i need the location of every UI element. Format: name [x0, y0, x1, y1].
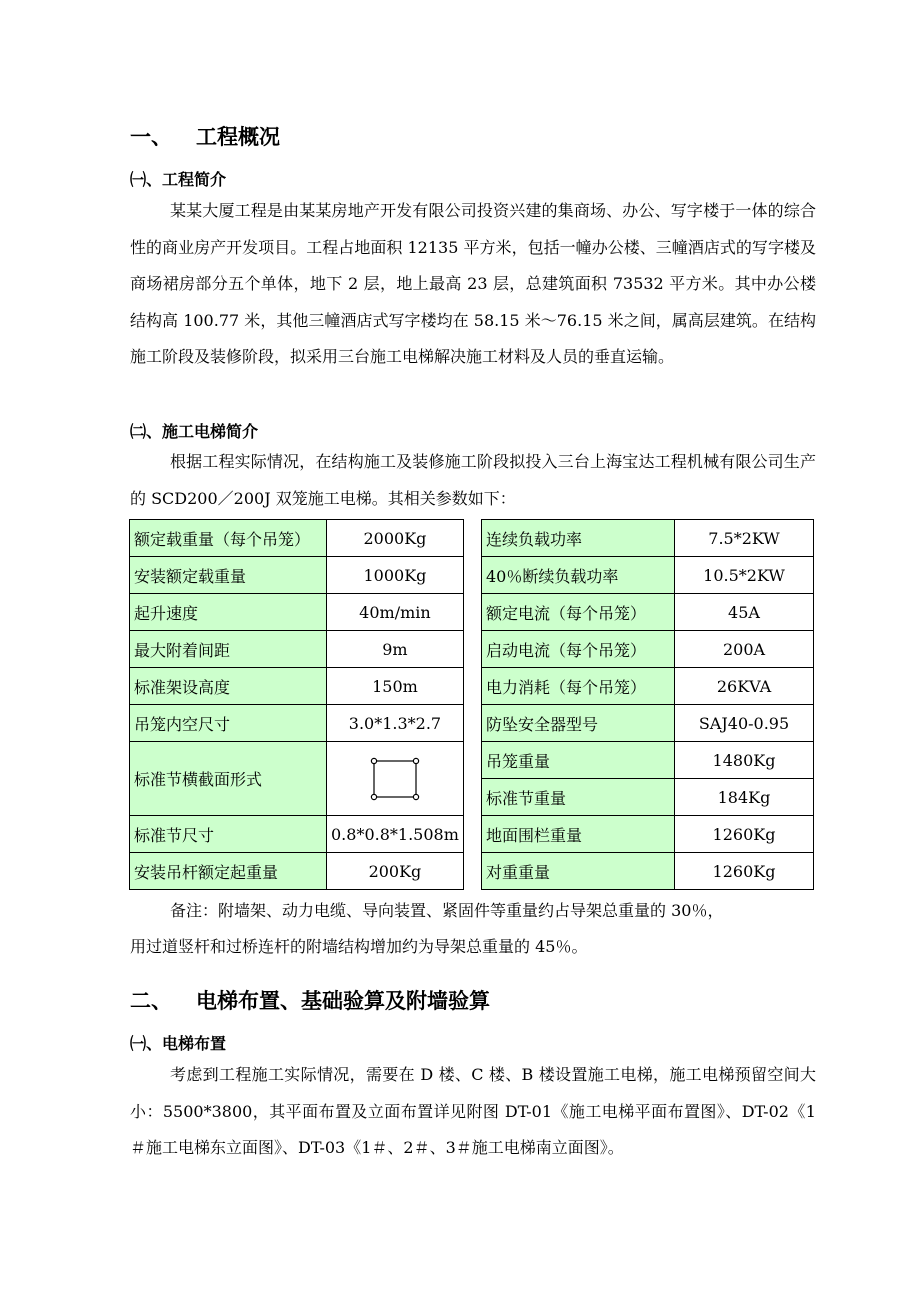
table-row — [482, 594, 814, 631]
param-label: 最大附着间距 — [130, 631, 327, 668]
param-label: 标准节尺寸 — [130, 816, 327, 853]
table-row — [482, 742, 814, 779]
elevator-layout-paragraph: 考虑到工程施工实际情况，需要在 D 楼、C 楼、B 楼设置施工电梯，施工电梯预留空间大小：5500*3800，其平面布置及立面布置详见附图 DT-01《施工电梯平面布置图》、DT-02《1＃施工电梯东立面图》、DT-03《1＃、2＃、3＃施工电梯南立面图》。 — [130, 1065, 816, 1158]
param-value: 200Kg — [327, 853, 464, 890]
table-row — [130, 520, 464, 557]
param-label: 电力消耗（每个吊笼） — [482, 668, 675, 705]
param-value: 1260Kg — [675, 816, 814, 853]
section-2-heading — [130, 985, 490, 1015]
param-value: 1260Kg — [675, 853, 814, 890]
section-1-title: 工程概况 — [196, 125, 280, 149]
param-value: 2000Kg — [327, 520, 464, 557]
section-1-number: 一、 — [130, 125, 172, 149]
remarks-line-1: 备注：附墙架、动力电缆、导向装置、紧固件等重量约占导架总重量的 30％， — [170, 901, 724, 920]
param-value: 10.5*2KW — [675, 557, 814, 594]
param-label: 额定电流（每个吊笼） — [482, 594, 675, 631]
param-label: 40％断续负载功率 — [482, 557, 675, 594]
cross-section-cell — [327, 742, 464, 816]
param-value: 1000Kg — [327, 557, 464, 594]
table-row — [130, 742, 464, 816]
param-label: 额定载重量（每个吊笼） — [130, 520, 327, 557]
elevator-intro-paragraph: 根据工程实际情况，在结构施工及装修施工阶段拟投入三台上海宝达工程机械有限公司生产的 SCD200／200J 双笼施工电梯。其相关参数如下： — [130, 452, 816, 508]
table-row — [130, 557, 464, 594]
param-value: 45A — [675, 594, 814, 631]
param-label: 吊笼内空尺寸 — [130, 705, 327, 742]
param-label: 标准节横截面形式 — [130, 742, 327, 816]
param-value: 184Kg — [675, 779, 814, 816]
table-row — [482, 668, 814, 705]
param-label: 安装额定载重量 — [130, 557, 327, 594]
section-1-heading — [130, 121, 280, 151]
param-value: 150m — [327, 668, 464, 705]
param-label: 安装吊杆额定起重量 — [130, 853, 327, 890]
param-label: 连续负载功率 — [482, 520, 675, 557]
table-row — [482, 705, 814, 742]
remarks-line-2: 用过道竖杆和过桥连杆的附墙结构增加约为导架总重量的 45％。 — [130, 937, 588, 956]
section-2-title: 电梯布置、基础验算及附墙验算 — [196, 989, 490, 1013]
param-label: 吊笼重量 — [482, 742, 675, 779]
subsection-1-1-heading: ㈠、工程简介 — [130, 170, 227, 189]
table-row — [482, 779, 814, 816]
param-label: 防坠安全器型号 — [482, 705, 675, 742]
param-label: 起升速度 — [130, 594, 327, 631]
table-row — [482, 853, 814, 890]
param-value: 1480Kg — [675, 742, 814, 779]
table-row — [130, 705, 464, 742]
param-value: 40m/min — [327, 594, 464, 631]
param-value: 7.5*2KW — [675, 520, 814, 557]
project-intro-paragraph: 某某大厦工程是由某某房地产开发有限公司投资兴建的集商场、办公、写字楼于一体的综合性的商业房产开发项目。工程占地面积 12135 平方米，包括一幢办公楼、三幢酒店式的写字楼及商场裙房部分五个单体，地下 2 层，地上最高 23 层，总建筑面积 73532 平方米。其中办公楼结构高 100.77 米，其他三幢酒店式写字楼均在 58.15 米～76.15 米之间，属高层建筑。在结构施工阶段及装修阶段，拟采用三台施工电梯解决施工材料及人员的垂直运输。 — [130, 201, 816, 367]
param-label: 启动电流（每个吊笼） — [482, 631, 675, 668]
params-table-left — [129, 519, 464, 890]
table-row — [130, 631, 464, 668]
param-value: 9m — [327, 631, 464, 668]
table-row — [130, 853, 464, 890]
param-value: 0.8*0.8*1.508m — [327, 816, 464, 853]
param-label: 地面围栏重量 — [482, 816, 675, 853]
table-row — [130, 816, 464, 853]
table-row — [482, 816, 814, 853]
table-row — [130, 594, 464, 631]
section-2-number: 二、 — [130, 989, 172, 1013]
table-row — [482, 557, 814, 594]
table-row — [482, 631, 814, 668]
params-table-right — [481, 519, 814, 890]
param-label: 对重重量 — [482, 853, 675, 890]
table-row — [482, 520, 814, 557]
subsection-1-2-heading: ㈡、施工电梯简介 — [130, 422, 259, 441]
param-value: 26KVA — [675, 668, 814, 705]
param-label: 标准节重量 — [482, 779, 675, 816]
param-label: 标准架设高度 — [130, 668, 327, 705]
table-row — [130, 668, 464, 705]
param-value: 200A — [675, 631, 814, 668]
param-value: SAJ40-0.95 — [675, 705, 814, 742]
param-value: 3.0*1.3*2.7 — [327, 705, 464, 742]
subsection-2-1-heading: ㈠、电梯布置 — [130, 1034, 227, 1053]
square-cross-section-icon — [370, 757, 420, 801]
